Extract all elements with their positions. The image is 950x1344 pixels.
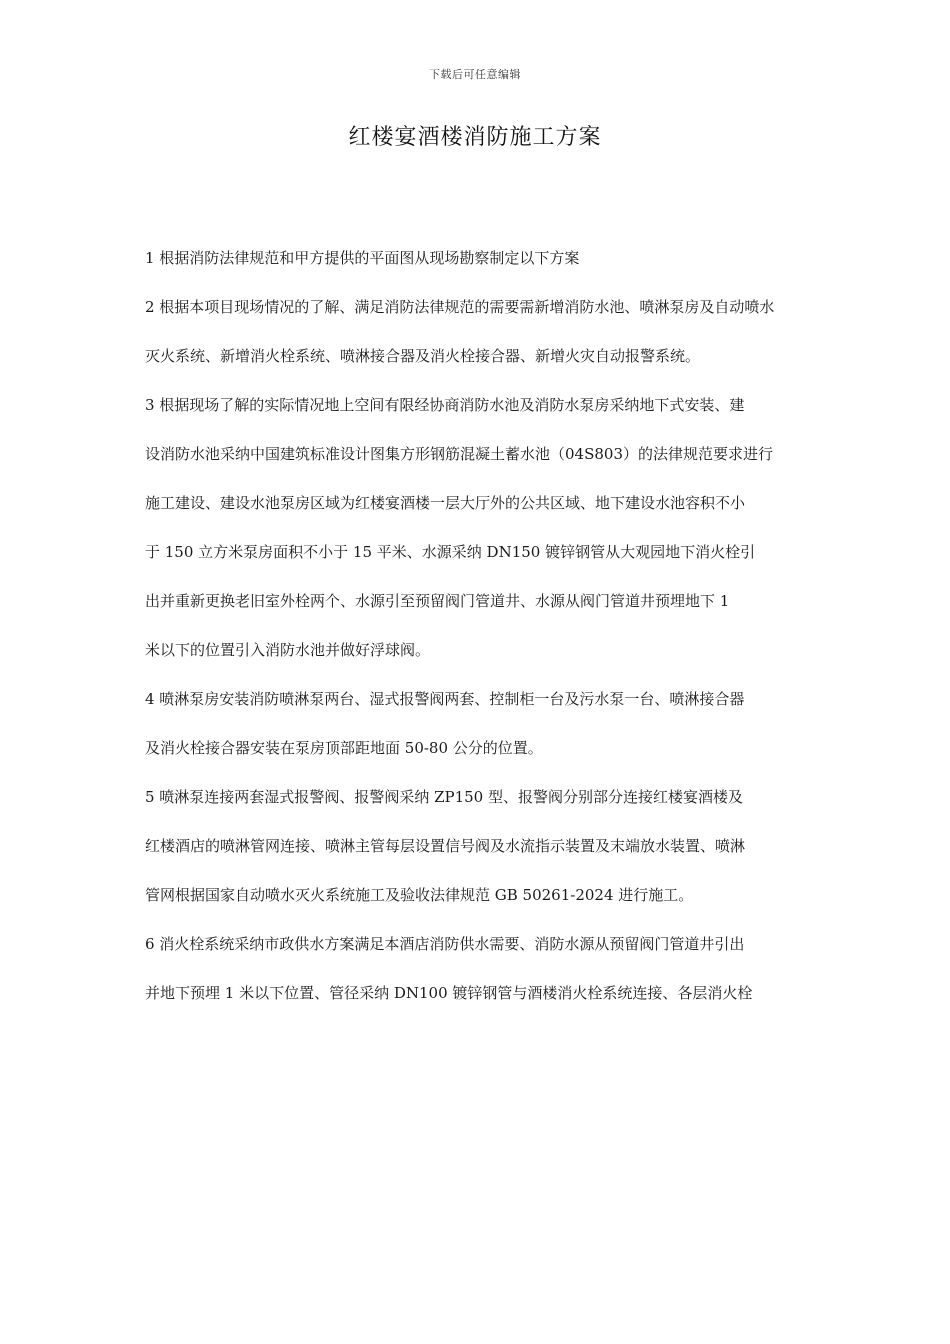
paragraph-7: 于 150 立方米泵房面积不小于 15 平米、水源采纳 DN150 镀锌钢管从大观园地下消火栓引 — [145, 543, 756, 561]
paragraph-15: 6 消火栓系统采纳市政供水方案满足本酒店消防供水需要、消防水源从预留阀门管道井引出 — [145, 935, 745, 953]
header-note: 下载后可任意编辑 — [429, 68, 521, 81]
paragraph-1: 1 根据消防法律规范和甲方提供的平面图从现场勘察制定以下方案 — [145, 249, 580, 267]
paragraph-8: 出并重新更换老旧室外栓两个、水源引至预留阀门管道井、水源从阀门管道井预埋地下 1 — [145, 592, 730, 610]
paragraph-13: 红楼酒店的喷淋管网连接、喷淋主管每层设置信号阀及水流指示装置及末端放水装置、喷淋 — [145, 837, 746, 855]
document-body — [145, 246, 810, 1006]
paragraph-6: 施工建设、建设水池泵房区域为红楼宴酒楼一层大厅外的公共区域、地下建设水池容积不小 — [145, 494, 746, 512]
paragraph-2: 2 根据本项目现场情况的了解、满足消防法律规范的需要需新增消防水池、喷淋泵房及自动喷水 — [145, 298, 775, 316]
paragraph-5: 设消防水池采纳中国建筑标准设计图集方形钢筋混凝土蓄水池（04S803）的法律规范要求进行 — [145, 445, 773, 463]
paragraph-4: 3 根据现场了解的实际情况地上空间有限经协商消防水池及消防水泵房采纳地下式安装、建 — [145, 396, 745, 414]
paragraph-14: 管网根据国家自动喷水灭火系统施工及验收法律规范 GB 50261-2024 进行施工。 — [145, 886, 694, 904]
paragraph-9: 米以下的位置引入消防水池并做好浮球阀。 — [145, 641, 431, 659]
paragraph-16: 并地下预埋 1 米以下位置、管径采纳 DN100 镀锌钢管与酒楼消火栓系统连接、各层消火栓 — [145, 984, 753, 1002]
document-title: 红楼宴酒楼消防施工方案 — [348, 125, 602, 150]
paragraph-10: 4 喷淋泵房安装消防喷淋泵两台、湿式报警阀两套、控制柜一台及污水泵一台、喷淋接合器 — [145, 690, 745, 708]
paragraph-12: 5 喷淋泵连接两套湿式报警阀、报警阀采纳 ZP150 型、报警阀分别部分连接红楼宴酒楼及 — [145, 788, 743, 806]
paragraph-3: 灭火系统、新增消火栓系统、喷淋接合器及消火栓接合器、新增火灾自动报警系统。 — [145, 347, 701, 365]
paragraph-11: 及消火栓接合器安装在泵房顶部距地面 50-80 公分的位置。 — [145, 739, 543, 757]
